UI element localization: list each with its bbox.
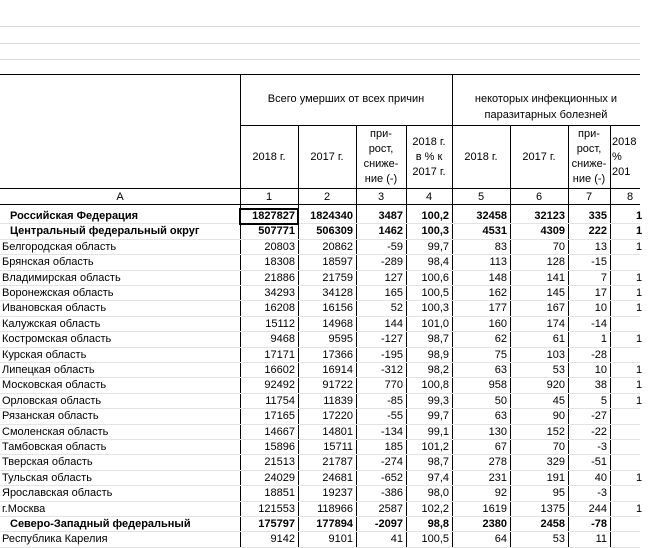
col-2018-header: 2018 г. bbox=[252, 151, 286, 163]
value-cell[interactable]: 165 bbox=[384, 287, 403, 299]
region-name[interactable]: Российская Федерация bbox=[10, 210, 138, 222]
value-cell[interactable]: 15711 bbox=[323, 441, 353, 453]
region-name[interactable]: Калужская область bbox=[2, 317, 101, 330]
value-cell[interactable]: 34128 bbox=[322, 287, 353, 299]
value-cell[interactable]: 16914 bbox=[322, 364, 353, 376]
column-index-4: 4 bbox=[425, 191, 433, 203]
value-cell[interactable]: 127 bbox=[384, 271, 403, 284]
region-name[interactable]: Брянская область bbox=[2, 256, 94, 269]
col-cut-line: 2018 bbox=[612, 136, 637, 148]
value-cell[interactable]: 32123 bbox=[534, 210, 565, 222]
value-cell[interactable]: 958 bbox=[488, 379, 507, 392]
region-name[interactable]: Московская область bbox=[2, 379, 107, 392]
value-cell[interactable]: 9101 bbox=[328, 533, 353, 546]
value-cell[interactable]: -2097 bbox=[374, 518, 403, 530]
value-cell[interactable]: 102,2 bbox=[421, 502, 449, 515]
value-cell[interactable]: 52 bbox=[390, 302, 403, 315]
value-cell[interactable]: 98,8 bbox=[427, 518, 449, 530]
value-cell[interactable]: 191 bbox=[546, 471, 565, 484]
value-cell[interactable]: 20862 bbox=[322, 240, 353, 253]
value-cell[interactable]: -85 bbox=[387, 394, 403, 407]
col2-pct-header-cut bbox=[612, 135, 652, 180]
col2-growth-line: рост, bbox=[576, 143, 602, 155]
value-cell[interactable]: 1 bbox=[600, 333, 607, 346]
value-cell[interactable]: 100,8 bbox=[421, 379, 449, 392]
value-cell[interactable]: 20803 bbox=[264, 240, 295, 253]
value-cell[interactable]: 21513 bbox=[264, 456, 295, 469]
value-cell[interactable]: 920 bbox=[546, 379, 565, 392]
value-cell[interactable]: 100,5 bbox=[421, 533, 449, 546]
value-cell[interactable] bbox=[610, 532, 650, 547]
column-index-2: 2 bbox=[323, 191, 331, 203]
value-cell[interactable]: 63 bbox=[494, 410, 507, 423]
value-cell[interactable]: 1 bbox=[636, 225, 643, 238]
value-cell[interactable]: -274 bbox=[380, 456, 403, 469]
value-cell[interactable]: 99,7 bbox=[427, 240, 449, 253]
value-cell[interactable]: 167 bbox=[546, 302, 565, 315]
value-cell[interactable]: 222 bbox=[588, 225, 607, 238]
value-cell[interactable]: 9142 bbox=[270, 533, 295, 546]
col-growth-line: ние (-) bbox=[364, 173, 398, 185]
value-cell[interactable]: 177 bbox=[488, 302, 507, 315]
col-growth-header bbox=[356, 127, 406, 187]
value-cell[interactable]: 2458 bbox=[540, 518, 565, 530]
value-cell[interactable]: 21759 bbox=[322, 271, 353, 284]
value-cell[interactable]: 16602 bbox=[264, 364, 295, 376]
value-cell[interactable]: 50 bbox=[494, 394, 507, 407]
value-cell[interactable]: 101,2 bbox=[421, 441, 449, 453]
header-mid-border bbox=[240, 125, 640, 126]
value-cell[interactable]: 1 bbox=[636, 210, 643, 222]
value-cell[interactable]: 231 bbox=[488, 471, 507, 484]
value-cell[interactable]: 14801 bbox=[322, 425, 353, 438]
col-growth-line: рост, bbox=[368, 143, 394, 155]
value-cell[interactable]: 98,4 bbox=[427, 256, 449, 269]
value-cell[interactable]: 32458 bbox=[476, 210, 507, 222]
value-cell[interactable]: 1824340 bbox=[310, 210, 353, 222]
header-bottom-border bbox=[0, 188, 640, 189]
value-cell[interactable]: 53 bbox=[552, 364, 565, 376]
value-cell[interactable]: 18851 bbox=[264, 487, 295, 500]
value-cell[interactable]: 17220 bbox=[322, 410, 353, 423]
value-cell[interactable]: 41 bbox=[390, 533, 403, 546]
value-cell[interactable]: 18597 bbox=[322, 256, 353, 269]
value-cell[interactable]: 1619 bbox=[482, 502, 507, 515]
value-cell[interactable]: -78 bbox=[591, 518, 607, 530]
value-cell[interactable]: 61 bbox=[552, 333, 565, 346]
region-name[interactable]: Республика Карелия bbox=[2, 533, 108, 546]
value-cell[interactable]: 11 bbox=[595, 533, 607, 546]
value-cell[interactable]: 4309 bbox=[540, 225, 565, 238]
value-cell[interactable]: -14 bbox=[591, 317, 607, 330]
value-cell[interactable]: 1 bbox=[636, 271, 643, 284]
value-cell[interactable]: 100,6 bbox=[421, 271, 449, 284]
value-cell[interactable]: 10 bbox=[594, 364, 607, 376]
value-cell[interactable]: 1 bbox=[636, 502, 643, 515]
value-cell[interactable]: 98,9 bbox=[427, 348, 449, 361]
group1-title: Всего умерших от всех причин bbox=[267, 93, 425, 105]
value-cell[interactable]: 128 bbox=[546, 256, 565, 269]
value-cell[interactable]: 17 bbox=[594, 287, 607, 299]
value-cell[interactable]: 16156 bbox=[322, 302, 353, 315]
value-cell[interactable]: 38 bbox=[594, 379, 607, 392]
region-name[interactable]: Рязанская область bbox=[2, 410, 99, 423]
value-cell[interactable]: 19237 bbox=[322, 487, 353, 500]
value-cell[interactable]: 148 bbox=[488, 271, 507, 284]
value-cell[interactable]: 1375 bbox=[540, 502, 565, 515]
value-cell[interactable]: 103 bbox=[546, 348, 565, 361]
region-name[interactable]: Костромская область bbox=[2, 333, 112, 346]
value-cell[interactable]: 177894 bbox=[316, 518, 353, 530]
value-cell[interactable]: 7 bbox=[600, 271, 607, 284]
value-cell[interactable]: 1 bbox=[636, 287, 643, 299]
col2-growth-line: сниже- bbox=[571, 158, 607, 170]
region-name[interactable]: Смоленская область bbox=[2, 425, 109, 438]
value-cell[interactable]: -652 bbox=[380, 471, 403, 484]
value-cell[interactable]: 9595 bbox=[328, 333, 353, 346]
value-cell[interactable]: -51 bbox=[591, 456, 607, 469]
value-cell[interactable]: 91722 bbox=[322, 379, 353, 392]
value-cell[interactable]: -22 bbox=[591, 425, 607, 438]
grid-line bbox=[0, 59, 640, 60]
value-cell[interactable] bbox=[610, 440, 650, 455]
region-name[interactable]: Северо-Западный федеральный bbox=[10, 518, 191, 530]
col-growth-line: сниже- bbox=[363, 158, 399, 170]
value-cell[interactable]: 92492 bbox=[264, 379, 295, 392]
value-cell[interactable] bbox=[610, 517, 650, 532]
value-cell[interactable]: 506309 bbox=[316, 225, 353, 238]
value-cell[interactable]: 24029 bbox=[264, 471, 295, 484]
region-name[interactable]: Центральный федеральный округ bbox=[10, 225, 200, 238]
column-index-5: 5 bbox=[477, 191, 485, 203]
col-cut-line: % bbox=[612, 151, 622, 163]
value-cell[interactable]: 1 bbox=[636, 302, 643, 315]
value-cell[interactable]: 145 bbox=[546, 287, 565, 299]
column-index-3: 3 bbox=[377, 191, 385, 203]
value-cell[interactable]: 53 bbox=[552, 533, 565, 546]
value-cell[interactable]: 13 bbox=[594, 240, 607, 253]
col-pct-line: в % к bbox=[415, 151, 443, 163]
region-name[interactable]: Воронежская область bbox=[2, 287, 114, 299]
value-cell[interactable]: -195 bbox=[380, 348, 403, 361]
value-cell[interactable] bbox=[610, 425, 650, 440]
value-cell[interactable]: 4531 bbox=[482, 225, 507, 238]
column-index-7: 7 bbox=[585, 191, 593, 203]
value-cell[interactable]: 335 bbox=[588, 210, 607, 222]
value-cell[interactable]: 130 bbox=[488, 425, 507, 438]
value-cell[interactable]: 99,7 bbox=[427, 410, 449, 423]
column-index-0: A bbox=[116, 191, 124, 203]
value-cell[interactable]: 5 bbox=[600, 394, 607, 407]
value-cell[interactable] bbox=[610, 455, 650, 470]
value-cell[interactable]: 40 bbox=[594, 471, 607, 484]
value-cell[interactable]: 174 bbox=[546, 317, 565, 330]
value-cell[interactable]: 90 bbox=[552, 410, 565, 423]
value-cell[interactable]: 98,7 bbox=[427, 456, 449, 469]
region-name[interactable]: Ярославская область bbox=[2, 487, 113, 500]
value-cell[interactable]: 11839 bbox=[323, 394, 353, 407]
value-cell[interactable]: 24681 bbox=[322, 471, 353, 484]
value-cell[interactable]: 1 bbox=[636, 240, 643, 253]
value-cell[interactable]: -3 bbox=[597, 487, 607, 500]
value-cell[interactable]: 15112 bbox=[265, 317, 295, 330]
column-index-6: 6 bbox=[535, 191, 543, 203]
value-cell[interactable]: 152 bbox=[546, 425, 565, 438]
value-cell[interactable]: 83 bbox=[494, 240, 507, 253]
region-name[interactable]: Ивановская область bbox=[2, 302, 107, 315]
value-cell[interactable]: -289 bbox=[380, 256, 403, 269]
value-cell[interactable]: 100,5 bbox=[421, 287, 449, 299]
value-cell[interactable]: 75 bbox=[494, 348, 507, 361]
value-cell[interactable]: 14968 bbox=[322, 317, 353, 330]
value-cell[interactable]: -28 bbox=[591, 348, 607, 361]
grid-line bbox=[0, 43, 640, 44]
value-cell[interactable]: 2587 bbox=[378, 502, 403, 515]
value-cell[interactable]: 64 bbox=[494, 533, 507, 546]
region-name[interactable]: Тамбовская область bbox=[2, 441, 107, 453]
value-cell[interactable]: -55 bbox=[387, 410, 403, 423]
value-cell[interactable]: -59 bbox=[387, 240, 403, 253]
value-cell[interactable]: 98,0 bbox=[427, 487, 449, 500]
region-name[interactable]: Липецкая область bbox=[2, 364, 95, 376]
value-cell[interactable]: 99,1 bbox=[427, 425, 449, 438]
value-cell[interactable]: 17366 bbox=[322, 348, 353, 361]
region-name[interactable]: Курская область bbox=[2, 348, 87, 361]
value-cell[interactable]: 100,2 bbox=[421, 210, 449, 222]
value-cell[interactable]: 1 bbox=[636, 394, 643, 407]
value-cell[interactable]: 11754 bbox=[265, 394, 295, 407]
value-cell[interactable]: 144 bbox=[384, 317, 403, 330]
region-name[interactable]: Владимирская область bbox=[2, 271, 121, 284]
value-cell[interactable]: 98,2 bbox=[427, 364, 449, 376]
value-cell[interactable]: 1 bbox=[636, 333, 643, 346]
region-name[interactable]: Орловская область bbox=[2, 394, 102, 407]
value-cell[interactable]: 14667 bbox=[264, 425, 295, 438]
value-cell[interactable]: 118966 bbox=[317, 502, 353, 515]
value-cell[interactable] bbox=[610, 486, 650, 501]
value-cell[interactable]: 70 bbox=[552, 441, 565, 453]
active-cell-selection[interactable] bbox=[239, 208, 299, 225]
value-cell[interactable]: 34293 bbox=[264, 287, 295, 299]
region-name[interactable]: Тульская область bbox=[2, 471, 92, 484]
value-cell[interactable] bbox=[610, 255, 650, 270]
col-pct-line: 2018 г. bbox=[412, 136, 446, 148]
region-name[interactable]: Тверская область bbox=[2, 456, 93, 469]
col-growth-line: при- bbox=[370, 128, 392, 140]
value-cell[interactable]: 97,4 bbox=[427, 471, 449, 484]
value-cell[interactable]: -15 bbox=[591, 256, 607, 269]
value-cell[interactable] bbox=[610, 348, 650, 363]
value-cell[interactable]: 92 bbox=[494, 487, 507, 500]
value-cell[interactable] bbox=[610, 317, 650, 332]
col2-growth-line: ние (-) bbox=[572, 173, 606, 185]
value-cell[interactable]: 15896 bbox=[264, 441, 295, 453]
col-pct-header bbox=[406, 135, 452, 180]
region-name[interactable]: г.Москва bbox=[2, 502, 46, 515]
value-cell[interactable]: 62 bbox=[494, 333, 507, 346]
value-cell[interactable]: 98,7 bbox=[427, 333, 449, 346]
value-cell[interactable]: 1 bbox=[636, 471, 643, 484]
value-cell[interactable]: 175797 bbox=[258, 518, 295, 530]
value-cell[interactable]: 67 bbox=[494, 441, 507, 453]
value-cell[interactable]: 95 bbox=[552, 487, 565, 500]
value-cell[interactable]: -3 bbox=[597, 441, 607, 453]
value-cell[interactable]: 100,3 bbox=[421, 302, 449, 315]
value-cell[interactable]: 45 bbox=[552, 394, 565, 407]
grid-line bbox=[0, 26, 640, 27]
column-index-8: 8 bbox=[626, 191, 634, 203]
value-cell[interactable]: 141 bbox=[546, 271, 565, 284]
value-cell[interactable]: 162 bbox=[488, 287, 507, 299]
value-cell[interactable]: 278 bbox=[488, 456, 507, 469]
value-cell[interactable]: 100,3 bbox=[421, 225, 449, 238]
group2-title-line2: паразитарных болезней bbox=[484, 109, 608, 121]
value-cell[interactable]: 101,0 bbox=[421, 317, 449, 330]
value-cell[interactable]: -127 bbox=[380, 333, 403, 346]
col-2017-header: 2017 г. bbox=[310, 151, 344, 163]
value-cell[interactable]: 17171 bbox=[264, 348, 295, 361]
value-cell[interactable]: 1 bbox=[636, 364, 643, 376]
value-cell[interactable]: 16208 bbox=[264, 302, 295, 315]
value-cell[interactable]: 113 bbox=[489, 256, 507, 269]
group2-title-line1: некоторых инфекционных и bbox=[474, 93, 618, 105]
value-cell[interactable]: 99,3 bbox=[427, 394, 449, 407]
col-cut-line: 201 bbox=[612, 166, 631, 178]
value-cell[interactable]: 21886 bbox=[264, 271, 295, 284]
value-cell[interactable]: 2380 bbox=[482, 518, 507, 530]
col2-2017-header: 2017 г. bbox=[522, 151, 556, 163]
value-cell[interactable]: 9468 bbox=[270, 333, 295, 346]
value-cell[interactable]: 18308 bbox=[264, 256, 295, 269]
column-index-1: 1 bbox=[265, 191, 273, 203]
col2-growth-line: при- bbox=[578, 128, 600, 140]
col2-growth-header bbox=[568, 127, 610, 187]
region-name[interactable]: Белгородская область bbox=[2, 240, 117, 253]
value-cell[interactable]: 329 bbox=[546, 456, 565, 469]
value-cell[interactable]: 70 bbox=[552, 240, 565, 253]
header-top-border bbox=[0, 74, 640, 75]
value-cell[interactable]: 160 bbox=[488, 317, 507, 330]
value-cell[interactable]: 1827827 bbox=[252, 210, 295, 222]
value-cell[interactable]: -134 bbox=[380, 425, 403, 438]
value-cell[interactable]: -312 bbox=[380, 364, 403, 376]
value-cell[interactable]: 3487 bbox=[378, 210, 403, 222]
value-cell[interactable]: 121553 bbox=[258, 502, 295, 515]
value-cell[interactable]: 1462 bbox=[378, 225, 403, 238]
value-cell[interactable]: 10 bbox=[594, 302, 607, 315]
value-cell[interactable]: 507771 bbox=[258, 225, 295, 238]
value-cell[interactable]: 770 bbox=[384, 379, 403, 392]
value-cell[interactable]: 17165 bbox=[264, 410, 295, 423]
value-cell[interactable]: 63 bbox=[494, 364, 507, 376]
value-cell[interactable]: 21787 bbox=[322, 456, 353, 469]
value-cell[interactable]: -386 bbox=[380, 487, 403, 500]
value-cell[interactable]: -27 bbox=[591, 410, 607, 423]
col-pct-line: 2017 г. bbox=[412, 166, 446, 178]
value-cell[interactable]: 185 bbox=[384, 441, 403, 453]
value-cell[interactable]: 244 bbox=[588, 502, 607, 515]
value-cell[interactable]: 1 bbox=[636, 379, 643, 392]
col2-2018-header: 2018 г. bbox=[464, 151, 498, 163]
value-cell[interactable] bbox=[610, 409, 650, 424]
